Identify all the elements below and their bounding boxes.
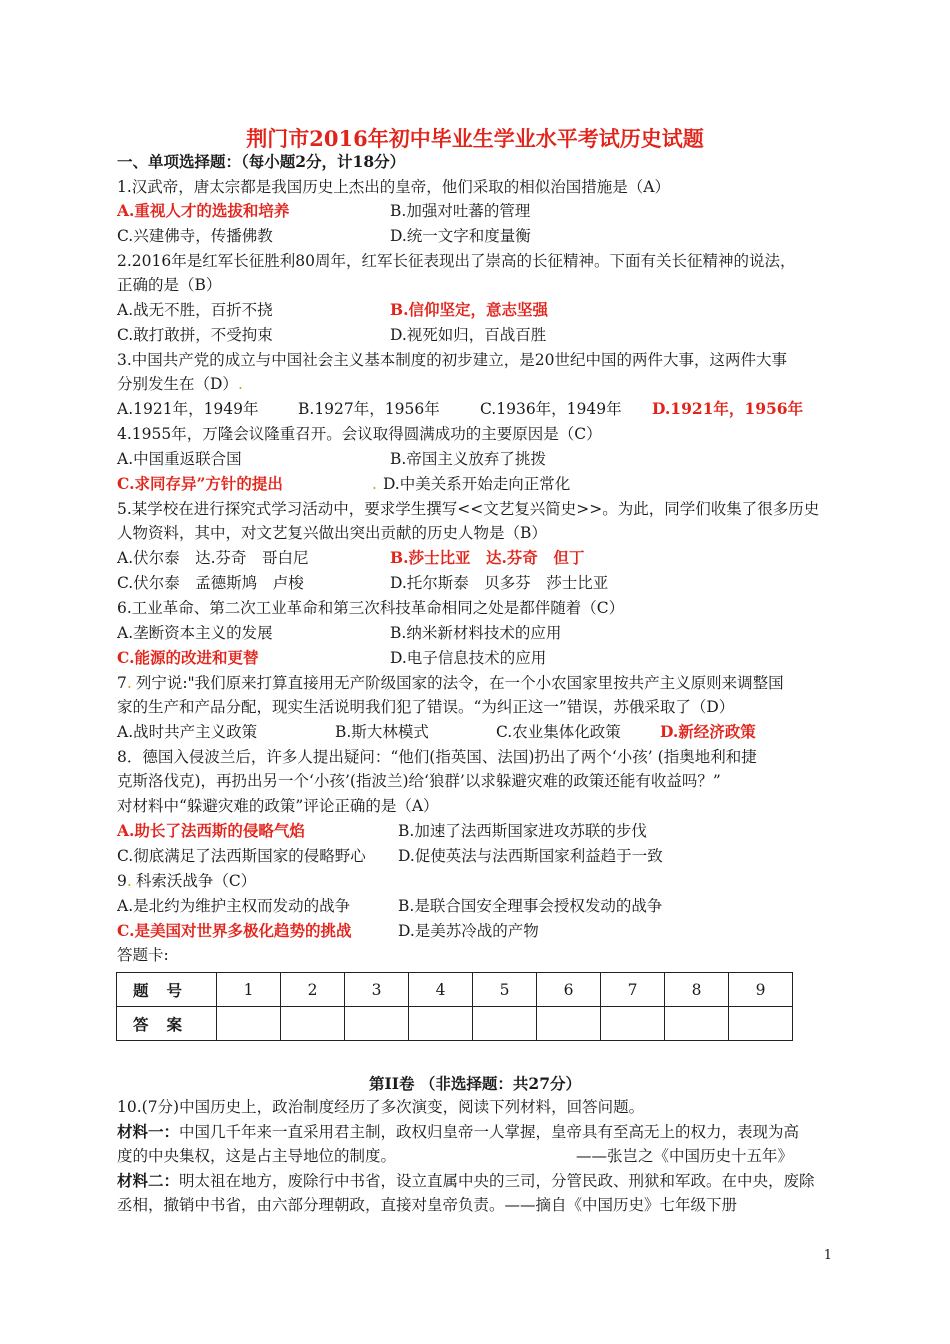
q2-stem-line2: 正确的是（B） (117, 276, 222, 294)
q3-stem-line2: 分别发生在（D）. (117, 375, 243, 393)
q3-option-d: D.1921年，1956年 (652, 399, 804, 418)
q3-option-c: C.1936年，1949年 (480, 400, 622, 418)
q10-material1-line2: 度的中央集权，这是占主导地位的制度。 (117, 1147, 397, 1165)
q8-option-d: D.促使英法与法西斯国家利益趋于一致 (398, 847, 663, 865)
q7-option-c: C.农业集体化政策 (496, 723, 621, 741)
q7-stem-line1: 7. 列宁说:"我们原来打算直接用无产阶级国家的法令，在一个小农国家里按共产主义原则来调整国 (117, 674, 784, 692)
q9-option-d: D.是美苏冷战的产物 (398, 922, 539, 940)
q8-stem-line1: 8．德国入侵波兰后，许多人提出疑问：“他们(指英国、法国)扔出了两个‘小孩’ (指奥地利和捷 (117, 748, 757, 766)
answer-card-row1-header: 题号 (117, 973, 217, 1007)
answer-card-table (116, 972, 793, 1041)
stray-dot-mark: . (126, 872, 132, 890)
q8-option-a: A.助长了法西斯的侵略气焰 (117, 821, 305, 840)
q6-stem: 6.工业革命、第二次工业革命和第三次科技革命相同之处是都伴随着（C） (117, 599, 625, 617)
answer-card-number: 5 (473, 973, 537, 1007)
q1-option-d: D.统一文字和度量衡 (390, 227, 531, 245)
q8-option-c: C.彻底满足了法西斯国家的侵略野心 (117, 847, 366, 865)
q10-material2-line1: 材料二：明太祖在地方，废除行中书省，设立直属中央的三司，分管民政、刑狱和军政。在中央，废除 (117, 1171, 815, 1190)
answer-cell[interactable] (345, 1007, 409, 1041)
stray-dot-mark: . (372, 475, 377, 493)
q1-option-b: B.加强对吐蕃的管理 (390, 202, 531, 220)
q8-option-b: B.加速了法西斯国家进攻苏联的步伐 (398, 822, 647, 840)
q7-option-a: A.战时共产主义政策 (117, 723, 258, 741)
q1-option-a: A.重视人才的选拔和培养 (117, 201, 290, 220)
q2-option-b: B.信仰坚定，意志坚强 (390, 300, 548, 319)
material2-label: 材料二： (117, 1171, 180, 1190)
q8-stem-line3: 对材料中“躲避灾难的政策”评论正确的是（A） (117, 797, 439, 815)
q6-option-b: B.纳米新材料技术的应用 (390, 624, 562, 642)
answer-card-number-row (117, 973, 793, 1007)
q2-stem-line1: 2.2016年是红军长征胜利80周年，红军长征表现出了崇高的长征精神。下面有关长征精神的说法， (117, 252, 796, 270)
answer-card-number: 7 (601, 973, 665, 1007)
q5-option-c: C.伏尔泰 孟德斯鸠 卢梭 (117, 574, 304, 592)
section2-heading: 第II卷 （非选择题：共27分） (369, 1074, 581, 1093)
q7-option-b: B.斯大林模式 (335, 723, 429, 741)
q3-option-b: B.1927年，1956年 (298, 400, 440, 418)
q5-option-d: D.托尔斯泰 贝多芬 莎士比亚 (390, 574, 609, 592)
answer-card-label: 答题卡: (117, 946, 169, 964)
q9-option-b: B.是联合国安全理事会授权发动的战争 (398, 897, 663, 915)
q7-option-d: D.新经济政策 (660, 722, 756, 741)
stray-dot-mark: . (237, 375, 243, 393)
answer-cell[interactable] (537, 1007, 601, 1041)
answer-cell[interactable] (409, 1007, 473, 1041)
answer-cell[interactable] (601, 1007, 665, 1041)
answer-card-number: 3 (345, 973, 409, 1007)
answer-cell[interactable] (729, 1007, 793, 1041)
material1-label: 材料一： (117, 1122, 180, 1141)
q9-option-a: A.是北约为维护主权而发动的战争 (117, 897, 351, 915)
q10-material1-line1: 材料一：中国几千年来一直采用君主制，政权归皇帝一人掌握，皇帝具有至高无上的权力，表现为高 (117, 1122, 800, 1141)
answer-card-row2-header: 答案 (117, 1007, 217, 1041)
answer-card-number: 2 (281, 973, 345, 1007)
answer-card-number: 4 (409, 973, 473, 1007)
answer-cell[interactable] (665, 1007, 729, 1041)
answer-card-answer-row (117, 1007, 793, 1041)
q2-option-d: D.视死如归，百战百胜 (390, 326, 547, 344)
q10-material2-line2: 丞相，撤销中书省，由六部分理朝政，直接对皇帝负责。——摘自《中国历史》七年级下册 (117, 1196, 738, 1214)
page-title: 荆门市2016年初中毕业生学业水平考试历史试题 (246, 126, 704, 151)
answer-card-number: 1 (217, 973, 281, 1007)
answer-card-number: 6 (537, 973, 601, 1007)
q10-stem: 10.(7分)中国历史上，政治制度经历了多次演变，阅读下列材料，回答问题。 (117, 1098, 645, 1116)
q5-option-a: A.伏尔泰 达.芬奇 哥白尼 (117, 549, 309, 567)
q4-option-a: A.中国重返联合国 (117, 450, 242, 468)
q1-option-c: C.兴建佛寺，传播佛教 (117, 227, 273, 245)
q10-material1-source: ——张岂之《中国历史十五年》 (576, 1147, 794, 1165)
q2-option-a: A.战无不胜，百折不挠 (117, 301, 273, 319)
q8-stem-line2: 克斯洛伐克)，再扔出另一个‘小孩’(指波兰)给‘狼群’以求躲避灾难的政策还能有收益吗？” (117, 772, 721, 790)
q1-stem: 1.汉武帝，唐太宗都是我国历史上杰出的皇帝，他们采取的相似治国措施是（A） (117, 178, 670, 196)
section1-heading: 一、单项选择题：（每小题2分，计18分） (117, 152, 406, 171)
page-number: 1 (823, 1248, 832, 1263)
q6-option-d: D.电子信息技术的应用 (390, 649, 547, 667)
q4-option-c: C.求同存异”方针的提出 (117, 474, 283, 493)
q2-option-c: C.敢打敢拼，不受拘束 (117, 326, 273, 344)
q6-option-a: A.垄断资本主义的发展 (117, 624, 273, 642)
q6-option-c: C.能源的改进和更替 (117, 648, 259, 667)
stray-dot-mark: . (126, 674, 132, 692)
q9-option-c: C.是美国对世界多极化趋势的挑战 (117, 921, 352, 940)
q7-stem-line2: 家的生产和产品分配，现实生活说明我们犯了错误。“为纠正这一”错误，苏俄采取了（D） (117, 698, 735, 716)
answer-cell[interactable] (217, 1007, 281, 1041)
q3-stem-line1: 3.中国共产党的成立与中国社会主义基本制度的初步建立，是20世纪中国的两件大事，这两件大事 (117, 351, 788, 369)
q4-option-b: B.帝国主义放弃了挑拨 (390, 450, 546, 468)
q5-option-b: B.莎士比亚 达.芬奇 但丁 (390, 548, 585, 567)
answer-card-number: 8 (665, 973, 729, 1007)
q4-stem: 4.1955年，万隆会议隆重召开。会议取得圆满成功的主要原因是（C） (117, 425, 602, 443)
answer-cell[interactable] (281, 1007, 345, 1041)
q5-stem-line2: 人物资料，其中，对文艺复兴做出突出贡献的历史人物是（B） (117, 524, 547, 542)
q5-stem-line1: 5.某学校在进行探究式学习活动中，要求学生撰写<<文艺复兴简史>>。为此，同学们收集了很多历史 (117, 500, 820, 518)
q4-option-d: . D.中美关系开始走向正常化 (372, 475, 571, 493)
q9-stem: 9. 科索沃战争（C） (117, 872, 257, 890)
q3-option-a: A.1921年，1949年 (117, 400, 259, 418)
answer-cell[interactable] (473, 1007, 537, 1041)
answer-card-number: 9 (729, 973, 793, 1007)
